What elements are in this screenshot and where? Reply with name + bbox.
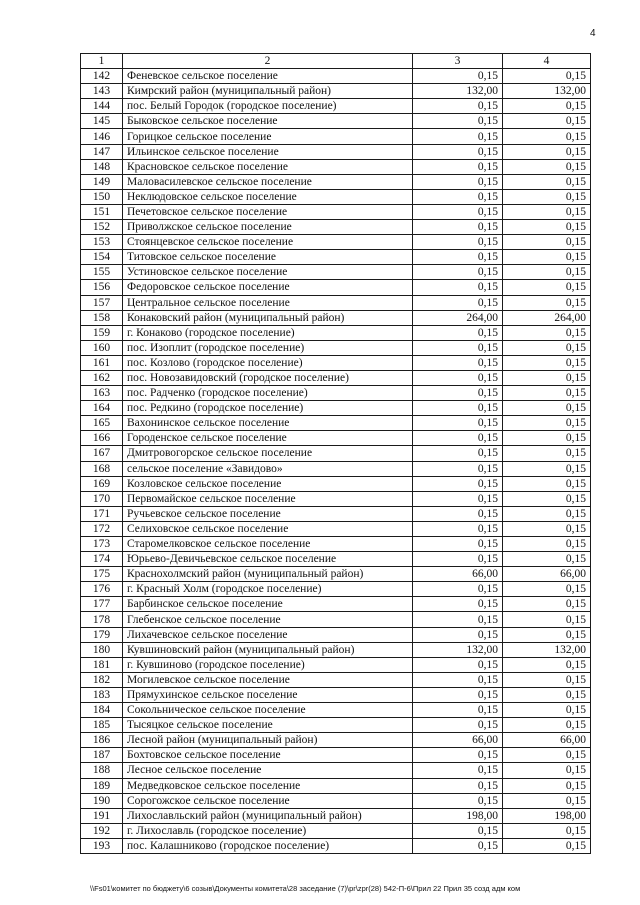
table-header-row [81,54,591,69]
row-name: Козловское сельское поселение [123,476,413,491]
row-number: 183 [81,687,123,702]
table-row [81,597,591,612]
row-number: 155 [81,265,123,280]
row-name: Федоровское сельское поселение [123,280,413,295]
row-number: 152 [81,220,123,235]
row-value-col3: 0,15 [413,129,503,144]
row-value-col3: 66,00 [413,733,503,748]
allocation-table [80,53,591,854]
row-value-col4: 198,00 [503,808,591,823]
row-number: 158 [81,310,123,325]
row-name: пос. Калашниково (городское поселение) [123,838,413,853]
row-value-col3: 0,15 [413,295,503,310]
row-value-col4: 0,15 [503,250,591,265]
row-name: Лихославльский район (муниципальный район) [123,808,413,823]
table-row [81,672,591,687]
file-path-footer: \\Fs01\комитет по бюджету\6 созыв\Документы комитета\28 заседание (7)\pr\zpr(28) 542-П-6\Прил 22 Прил 35 созд адм ком [90,884,521,893]
table-row [81,687,591,702]
table-row [81,567,591,582]
row-value-col3: 66,00 [413,567,503,582]
table-row [81,823,591,838]
row-name: Медведковское сельское поселение [123,778,413,793]
row-value-col3: 0,15 [413,461,503,476]
row-value-col4: 0,15 [503,491,591,506]
row-name: Сокольническое сельское поселение [123,703,413,718]
row-value-col4: 0,15 [503,235,591,250]
table-row [81,174,591,189]
row-name: Городенское сельское поселение [123,431,413,446]
row-value-col4: 0,15 [503,823,591,838]
row-name: пос. Изоплит (городское поселение) [123,340,413,355]
header-cell-2: 2 [123,54,413,69]
row-number: 179 [81,627,123,642]
row-name: г. Кувшиново (городское поселение) [123,657,413,672]
row-name: Ручьевское сельское поселение [123,506,413,521]
row-number: 175 [81,567,123,582]
row-number: 156 [81,280,123,295]
row-number: 164 [81,401,123,416]
row-name: Старомелковское сельское поселение [123,537,413,552]
row-value-col4: 0,15 [503,340,591,355]
row-value-col4: 0,15 [503,521,591,536]
row-value-col4: 0,15 [503,657,591,672]
row-value-col3: 0,15 [413,778,503,793]
row-value-col4: 0,15 [503,280,591,295]
header-cell-3: 3 [413,54,503,69]
row-value-col4: 0,15 [503,687,591,702]
table-row [81,416,591,431]
row-value-col3: 0,15 [413,537,503,552]
row-number: 184 [81,703,123,718]
table-row [81,386,591,401]
row-value-col3: 132,00 [413,84,503,99]
table-row [81,657,591,672]
table-body [81,54,591,854]
row-value-col4: 66,00 [503,733,591,748]
row-value-col4: 0,15 [503,355,591,370]
row-value-col4: 0,15 [503,461,591,476]
table-row [81,748,591,763]
row-name: Юрьево-Девичьевское сельское поселение [123,552,413,567]
row-name: Горицкое сельское поселение [123,129,413,144]
table-row [81,99,591,114]
row-value-col3: 0,15 [413,99,503,114]
row-name: Стоянцевское сельское поселение [123,235,413,250]
row-value-col3: 0,15 [413,265,503,280]
row-value-col4: 0,15 [503,597,591,612]
row-value-col3: 0,15 [413,69,503,84]
row-name: Печетовское сельское поселение [123,204,413,219]
row-number: 192 [81,823,123,838]
table-row [81,355,591,370]
row-name: Глебенское сельское поселение [123,612,413,627]
table-row [81,703,591,718]
row-name: Кувшиновский район (муниципальный район) [123,642,413,657]
header-cell-4: 4 [503,54,591,69]
row-value-col3: 0,15 [413,627,503,642]
table-row [81,476,591,491]
table-row [81,491,591,506]
row-value-col3: 0,15 [413,838,503,853]
row-name: пос. Белый Городок (городское поселение) [123,99,413,114]
row-number: 181 [81,657,123,672]
row-number: 187 [81,748,123,763]
row-value-col4: 0,15 [503,627,591,642]
row-number: 148 [81,159,123,174]
table-row [81,310,591,325]
row-value-col4: 0,15 [503,204,591,219]
row-number: 145 [81,114,123,129]
row-value-col3: 0,15 [413,220,503,235]
row-number: 147 [81,144,123,159]
row-name: Быковское сельское поселение [123,114,413,129]
row-value-col3: 0,15 [413,491,503,506]
row-name: Кимрский район (муниципальный район) [123,84,413,99]
row-name: Маловасилевское сельское поселение [123,174,413,189]
row-value-col3: 0,15 [413,703,503,718]
row-number: 189 [81,778,123,793]
table-row [81,431,591,446]
row-value-col3: 0,15 [413,582,503,597]
table-row [81,446,591,461]
table-row [81,129,591,144]
row-value-col4: 0,15 [503,69,591,84]
row-value-col3: 0,15 [413,521,503,536]
row-number: 142 [81,69,123,84]
row-value-col3: 198,00 [413,808,503,823]
row-name: сельское поселение «Завидово» [123,461,413,476]
row-name: Краснохолмский район (муниципальный район) [123,567,413,582]
table-row [81,808,591,823]
table-row [81,340,591,355]
row-name: Титовское сельское поселение [123,250,413,265]
row-value-col4: 0,15 [503,612,591,627]
row-value-col4: 0,15 [503,793,591,808]
table-row [81,295,591,310]
row-name: Ильинское сельское поселение [123,144,413,159]
table-row [81,280,591,295]
row-value-col3: 0,15 [413,235,503,250]
table-row [81,506,591,521]
row-number: 191 [81,808,123,823]
table-row [81,401,591,416]
row-number: 172 [81,521,123,536]
row-value-col4: 0,15 [503,174,591,189]
row-value-col4: 0,15 [503,386,591,401]
row-number: 166 [81,431,123,446]
row-value-col4: 0,15 [503,582,591,597]
table-row [81,612,591,627]
row-value-col4: 0,15 [503,144,591,159]
table-row [81,793,591,808]
row-number: 193 [81,838,123,853]
row-name: Неклюдовское сельское поселение [123,189,413,204]
row-value-col3: 264,00 [413,310,503,325]
row-name: Лесной район (муниципальный район) [123,733,413,748]
table-row [81,69,591,84]
row-value-col4: 0,15 [503,537,591,552]
row-value-col3: 0,15 [413,763,503,778]
row-value-col4: 0,15 [503,703,591,718]
row-name: Бохтовское сельское поселение [123,748,413,763]
table-row [81,461,591,476]
row-name: Вахонинское сельское поселение [123,416,413,431]
row-name: Красновское сельское поселение [123,159,413,174]
row-value-col3: 0,15 [413,325,503,340]
row-value-col3: 0,15 [413,114,503,129]
row-number: 161 [81,355,123,370]
row-value-col4: 0,15 [503,506,591,521]
row-value-col3: 0,15 [413,189,503,204]
row-name: г. Красный Холм (городское поселение) [123,582,413,597]
row-value-col3: 0,15 [413,793,503,808]
row-value-col3: 0,15 [413,416,503,431]
table-row [81,114,591,129]
row-number: 144 [81,99,123,114]
row-number: 153 [81,235,123,250]
row-name: Прямухинское сельское поселение [123,687,413,702]
table-row [81,370,591,385]
table-row [81,265,591,280]
table-row [81,189,591,204]
row-value-col4: 0,15 [503,189,591,204]
row-value-col3: 0,15 [413,476,503,491]
row-number: 176 [81,582,123,597]
row-value-col3: 0,15 [413,687,503,702]
row-number: 180 [81,642,123,657]
row-value-col4: 0,15 [503,552,591,567]
row-value-col3: 0,15 [413,159,503,174]
row-name: Лихачевское сельское поселение [123,627,413,642]
table-row [81,159,591,174]
row-value-col4: 0,15 [503,446,591,461]
row-value-col4: 132,00 [503,84,591,99]
row-name: Лесное сельское поселение [123,763,413,778]
row-value-col3: 0,15 [413,280,503,295]
table-row [81,733,591,748]
row-name: Первомайское сельское поселение [123,491,413,506]
row-value-col3: 0,15 [413,250,503,265]
page-number: 4 [590,28,596,39]
row-name: г. Конаково (городское поселение) [123,325,413,340]
row-value-col3: 0,15 [413,204,503,219]
row-value-col4: 0,15 [503,718,591,733]
row-name: Приволжское сельское поселение [123,220,413,235]
row-number: 178 [81,612,123,627]
row-number: 186 [81,733,123,748]
table-row [81,778,591,793]
row-number: 159 [81,325,123,340]
row-value-col4: 0,15 [503,159,591,174]
row-value-col4: 0,15 [503,129,591,144]
row-value-col3: 0,15 [413,386,503,401]
table-row [81,718,591,733]
row-value-col4: 0,15 [503,325,591,340]
row-name: пос. Радченко (городское поселение) [123,386,413,401]
row-number: 168 [81,461,123,476]
row-number: 182 [81,672,123,687]
row-value-col3: 0,15 [413,174,503,189]
row-number: 150 [81,189,123,204]
row-number: 188 [81,763,123,778]
row-value-col3: 0,15 [413,355,503,370]
table-row [81,250,591,265]
table-row [81,84,591,99]
row-value-col3: 0,15 [413,401,503,416]
row-number: 170 [81,491,123,506]
row-value-col4: 0,15 [503,401,591,416]
row-value-col3: 0,15 [413,612,503,627]
row-name: Барбинское сельское поселение [123,597,413,612]
row-value-col4: 264,00 [503,310,591,325]
row-value-col4: 0,15 [503,99,591,114]
row-value-col3: 0,15 [413,672,503,687]
table-row [81,552,591,567]
header-cell-1: 1 [81,54,123,69]
row-name: Конаковский район (муниципальный район) [123,310,413,325]
row-value-col3: 0,15 [413,552,503,567]
row-name: Сорогожское сельское поселение [123,793,413,808]
row-name: пос. Редкино (городское поселение) [123,401,413,416]
row-number: 151 [81,204,123,219]
row-name: Центральное сельское поселение [123,295,413,310]
table-row [81,838,591,853]
table-row [81,204,591,219]
table-row [81,627,591,642]
row-value-col3: 0,15 [413,431,503,446]
row-value-col3: 0,15 [413,370,503,385]
row-name: Тысяцкое сельское поселение [123,718,413,733]
row-name: Селиховское сельское поселение [123,521,413,536]
table-row [81,582,591,597]
row-value-col3: 0,15 [413,823,503,838]
table-row [81,537,591,552]
row-value-col3: 0,15 [413,506,503,521]
row-number: 190 [81,793,123,808]
row-value-col3: 132,00 [413,642,503,657]
row-value-col4: 0,15 [503,114,591,129]
row-value-col3: 0,15 [413,144,503,159]
row-number: 160 [81,340,123,355]
row-value-col4: 0,15 [503,763,591,778]
row-value-col4: 0,15 [503,431,591,446]
row-number: 174 [81,552,123,567]
row-value-col3: 0,15 [413,748,503,763]
row-name: Могилевское сельское поселение [123,672,413,687]
row-number: 154 [81,250,123,265]
row-value-col4: 0,15 [503,416,591,431]
row-name: Дмитровогорское сельское поселение [123,446,413,461]
row-value-col4: 0,15 [503,370,591,385]
row-name: Феневское сельское поселение [123,69,413,84]
row-name: Устиновское сельское поселение [123,265,413,280]
row-value-col3: 0,15 [413,597,503,612]
row-name: пос. Козлово (городское поселение) [123,355,413,370]
row-value-col3: 0,15 [413,340,503,355]
row-value-col4: 66,00 [503,567,591,582]
row-number: 149 [81,174,123,189]
table-row [81,325,591,340]
row-number: 171 [81,506,123,521]
row-number: 162 [81,370,123,385]
row-number: 157 [81,295,123,310]
row-number: 143 [81,84,123,99]
row-name: г. Лихославль (городское поселение) [123,823,413,838]
row-number: 165 [81,416,123,431]
row-value-col4: 0,15 [503,295,591,310]
table-row [81,521,591,536]
table-row [81,763,591,778]
row-value-col4: 132,00 [503,642,591,657]
row-number: 169 [81,476,123,491]
table-row [81,144,591,159]
row-name: пос. Новозавидовский (городское поселение) [123,370,413,385]
row-value-col4: 0,15 [503,220,591,235]
row-value-col3: 0,15 [413,657,503,672]
row-number: 163 [81,386,123,401]
row-number: 146 [81,129,123,144]
row-number: 167 [81,446,123,461]
row-value-col4: 0,15 [503,265,591,280]
table-row [81,642,591,657]
row-value-col4: 0,15 [503,748,591,763]
row-number: 173 [81,537,123,552]
row-number: 185 [81,718,123,733]
row-number: 177 [81,597,123,612]
row-value-col4: 0,15 [503,476,591,491]
table-row [81,235,591,250]
table-row [81,220,591,235]
row-value-col4: 0,15 [503,778,591,793]
row-value-col4: 0,15 [503,838,591,853]
row-value-col4: 0,15 [503,672,591,687]
row-value-col3: 0,15 [413,446,503,461]
row-value-col3: 0,15 [413,718,503,733]
